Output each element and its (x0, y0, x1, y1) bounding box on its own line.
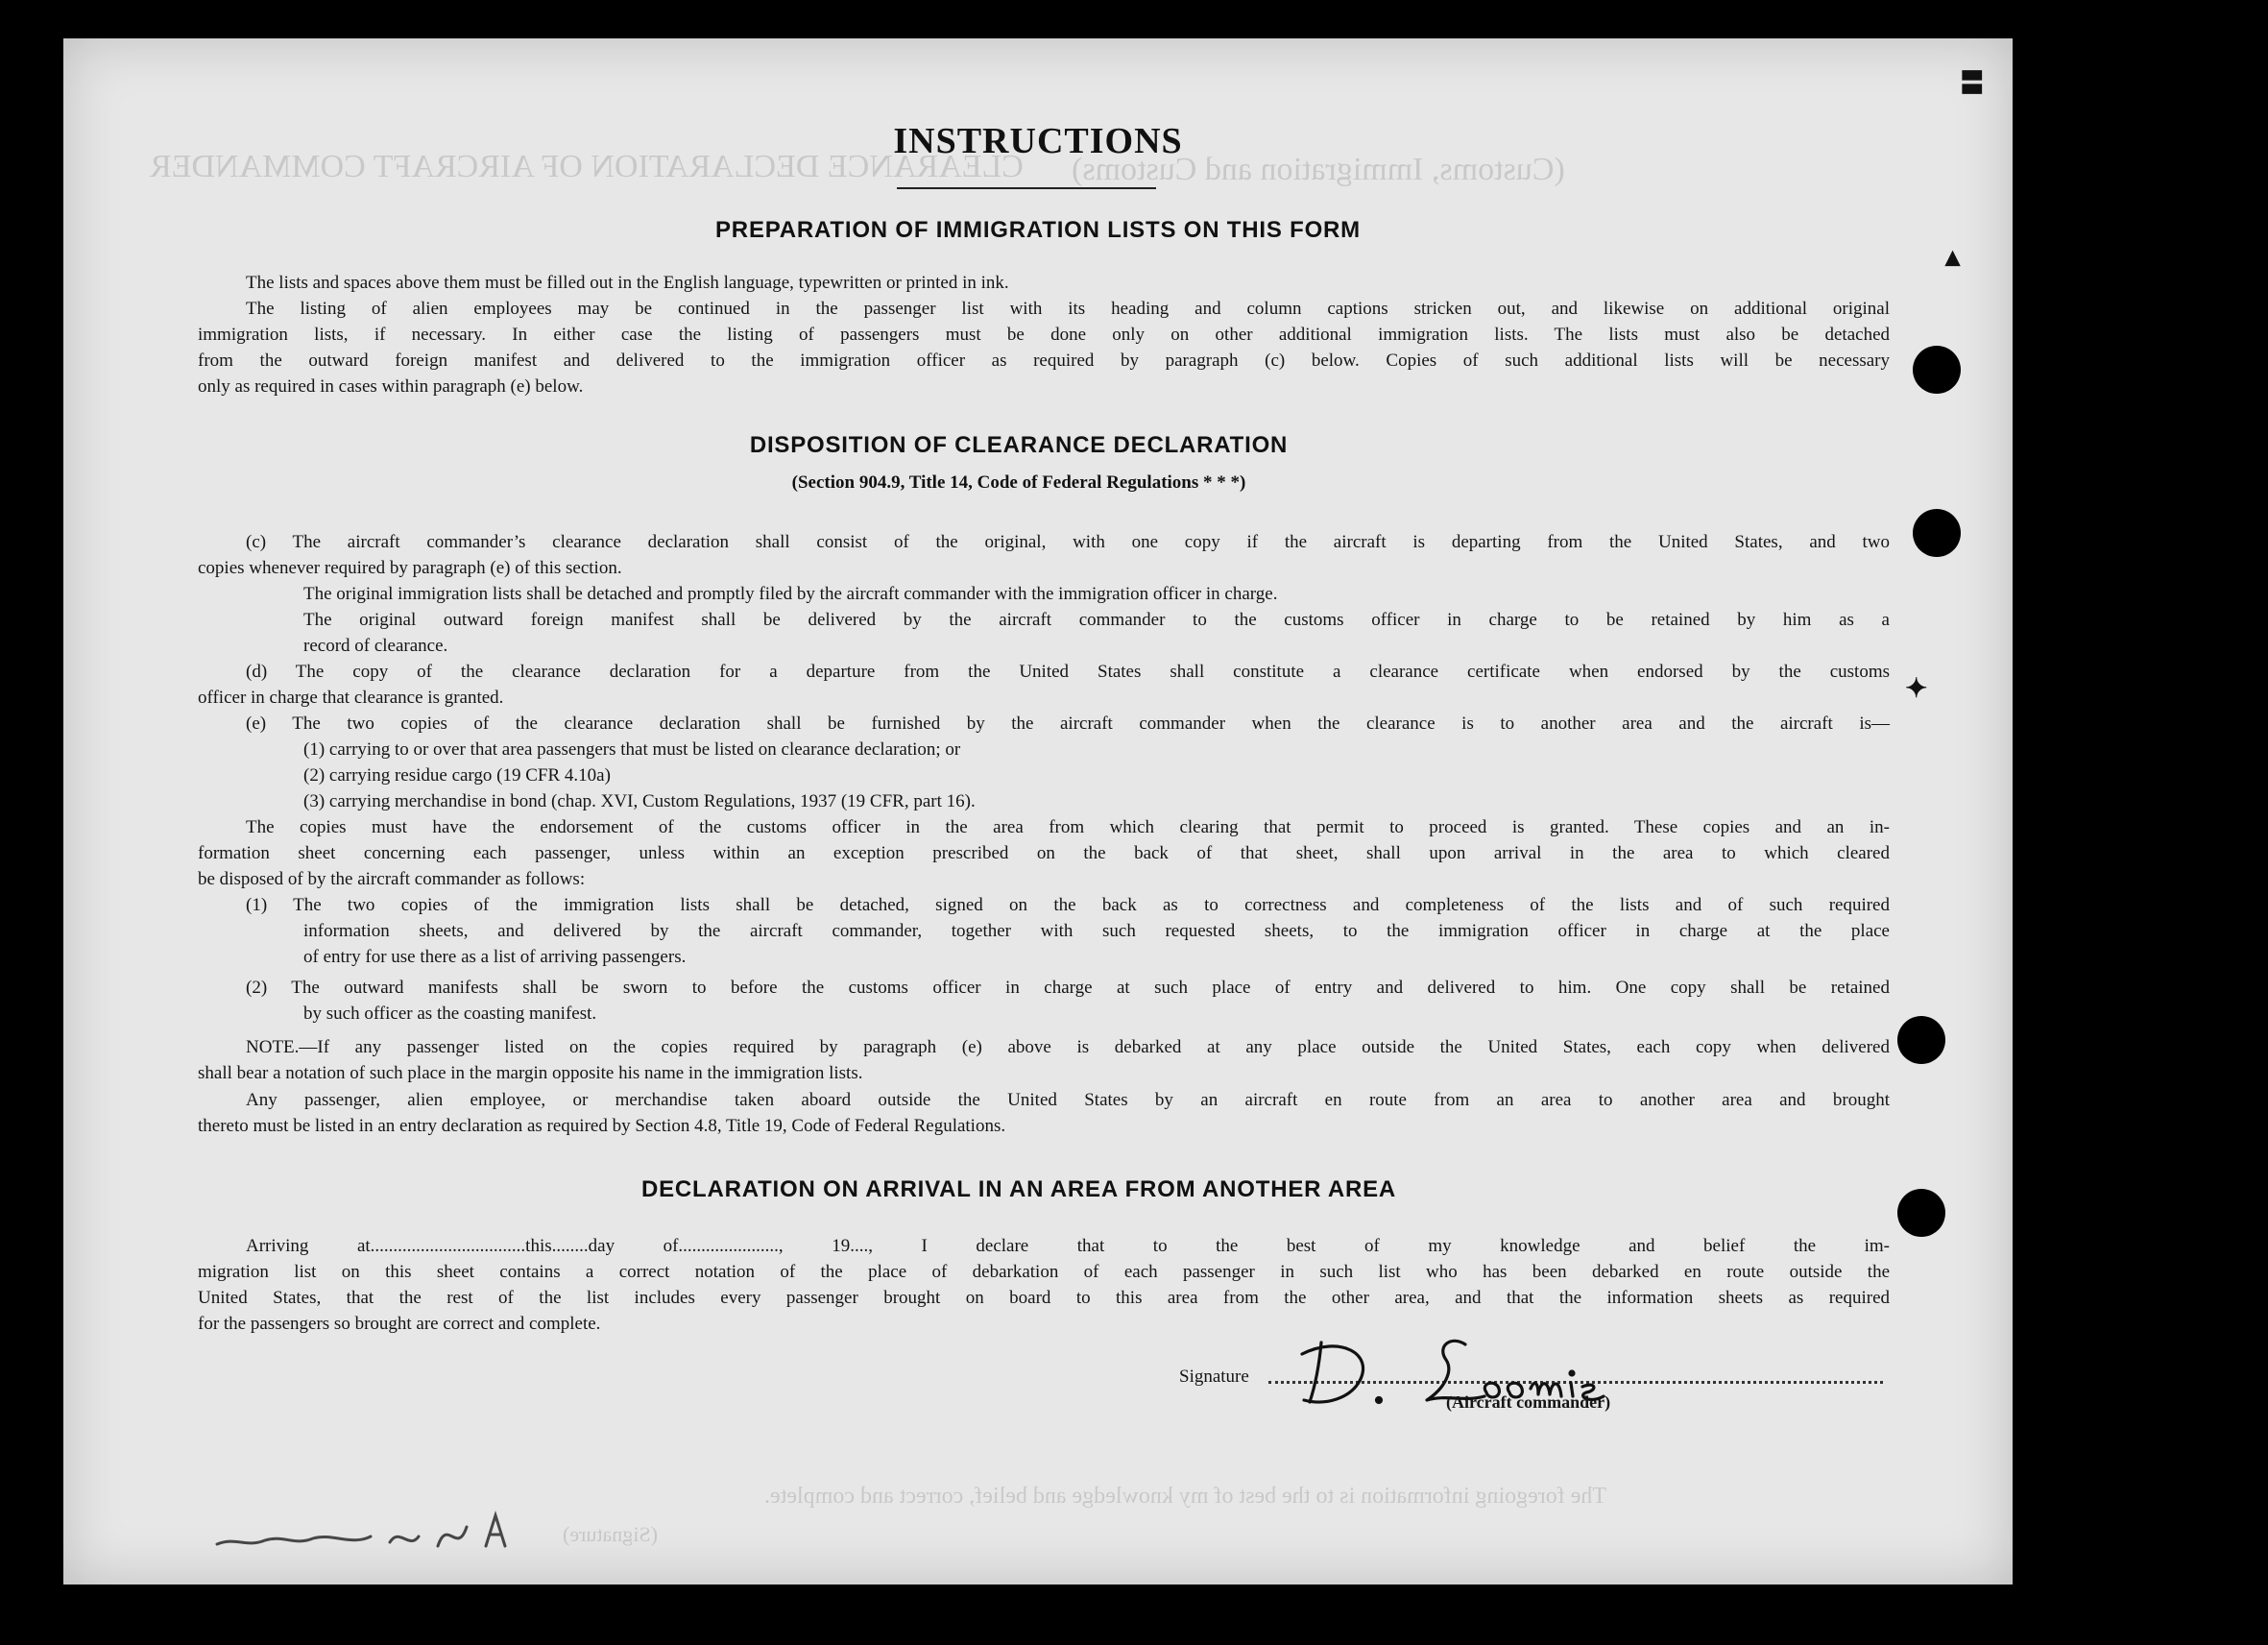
title-rule (897, 187, 1156, 189)
paragraph-line: record of clearance. (303, 636, 448, 656)
paragraph-line: of entry for use there as a list of arriving passengers. (303, 947, 687, 967)
paragraph-line: (1) carrying to or over that area passengers that must be listed on clearance declaration; or (303, 739, 961, 760)
paragraph-line: formation sheet concerning each passenger, unless within an exception prescribed on the back of that sheet, shall upon arrival in the area to which cleared (198, 843, 1890, 863)
section-subheading-regulation: (Section 904.9, Title 14, Code of Federal Regulations * * *) (791, 472, 1246, 493)
declaration-line: for the passengers so brought are correct and complete. (198, 1314, 601, 1334)
paragraph-line: The listing of alien employees may be continued in the passenger list with its heading and column captions stricken out, and likewise on additional original (246, 299, 1890, 319)
document-page (63, 38, 2013, 1585)
paragraph-line: Any passenger, alien employee, or merchandise taken aboard outside the United States by an aircraft en route from an area to another area and brought (246, 1090, 1890, 1110)
section-heading-disposition: DISPOSITION OF CLEARANCE DECLARATION (749, 432, 1289, 458)
paragraph-line: (2) carrying residue cargo (19 CFR 4.10a) (303, 765, 611, 786)
paragraph-line: (e) The two copies of the clearance declaration shall be furnished by the aircraft commander when the clearance is to another area and the aircraft is— (246, 714, 1890, 734)
bleedthrough-bottom-caption: (Signature) (563, 1522, 658, 1546)
paragraph-line: (d) The copy of the clearance declaration for a departure from the United States shall constitute a clearance certificate when endorsed by the customs (246, 662, 1890, 682)
paragraph-line: officer in charge that clearance is granted. (198, 688, 504, 708)
paragraph-line: NOTE.—If any passenger listed on the copies required by paragraph (e) above is debarked at any place outside the United States, each copy when delivered (246, 1037, 1890, 1057)
paragraph-line: (c) The aircraft commander’s clearance declaration shall consist of the original, with one copy if the aircraft is departing from the United States, and two (246, 532, 1890, 552)
paragraph-line: by such officer as the coasting manifest. (303, 1004, 597, 1024)
paragraph-line: from the outward foreign manifest and delivered to the immigration officer as required by paragraph (c) below. Copies of such additional lists will be necessary (198, 351, 1890, 371)
section-heading-preparation: PREPARATION OF IMMIGRATION LISTS ON THIS FORM (715, 217, 1361, 243)
bleedthrough-top-2: (Customs, Immigration and Customs) (1072, 152, 1565, 187)
bleedthrough-top-1: CLEARANCE DECLARATION OF AIRCRAFT COMMANDER (150, 149, 1024, 184)
bleedthrough-signature (207, 1508, 572, 1565)
paragraph-line: (3) carrying merchandise in bond (chap. XVI, Custom Regulations, 1937 (19 CFR, part 16). (303, 791, 976, 811)
paragraph-line: The copies must have the endorsement of the customs officer in the area from which clearing that permit to proceed is granted. These copies and an in- (246, 817, 1890, 837)
paragraph-line: immigration lists, if necessary. In either case the listing of passengers must be done only on other additional immigration lists. The lists must also be detached (198, 325, 1890, 345)
section-heading-declaration: DECLARATION ON ARRIVAL IN AN AREA FROM ANOTHER AREA (640, 1176, 1397, 1202)
declaration-line: migration list on this sheet contains a correct notation of the place of debarkation of each passenger in such list who has been debarked en route outside the (198, 1262, 1890, 1282)
paragraph-line: only as required in cases within paragraph (e) below. (198, 376, 584, 397)
paragraph-line: thereto must be listed in an entry declaration as required by Section 4.8, Title 19, Code of Federal Regulations. (198, 1116, 1006, 1136)
signature-caption: (Aircraft commander) (1446, 1392, 1611, 1412)
paragraph-line: The original immigration lists shall be detached and promptly filed by the aircraft commander with the immigration officer in charge. (303, 584, 1278, 604)
punch-hole (1913, 509, 1961, 557)
paragraph-line: (2) The outward manifests shall be sworn to before the customs officer in charge at such place of entry and delivered to him. One copy shall be retained (246, 978, 1890, 998)
paragraph-line: copies whenever required by paragraph (e) of this section. (198, 558, 622, 578)
paragraph-line: be disposed of by the aircraft commander as follows: (198, 869, 586, 889)
paragraph-line: The original outward foreign manifest shall be delivered by the aircraft commander to the customs officer in charge to be retained by him as a (303, 610, 1890, 630)
paragraph-line: shall bear a notation of such place in the margin opposite his name in the immigration lists. (198, 1063, 863, 1083)
edge-mark: ▴ (1945, 241, 1961, 273)
paragraph-line: (1) The two copies of the immigration lists shall be detached, signed on the back as to correctness and completeness of the lists and of such required (246, 895, 1890, 915)
paragraph-line: The lists and spaces above them must be filled out in the English language, typewritten or printed in ink. (246, 273, 1009, 293)
bleedthrough-bottom: The foregoing information is to the best of my knowledge and belief, correct and complete. (764, 1484, 1607, 1509)
paragraph-line: information sheets, and delivered by the aircraft commander, together with such requested sheets, to the immigration officer in charge at the place (303, 921, 1890, 941)
declaration-line: Arriving at..................................this........day of......................, 19...., I declare that to the best of my knowledge and belief the im- (246, 1236, 1890, 1256)
page-title: INSTRUCTIONS (893, 121, 1183, 161)
punch-hole (1913, 346, 1961, 394)
edge-mark: ▮▮ (1959, 68, 1989, 96)
signature-label: Signature (1179, 1367, 1249, 1387)
edge-mark: ✦ (1905, 673, 1928, 703)
declaration-line: United States, that the rest of the list includes every passenger brought on board to this area from the other area, and that the information sheets as required (198, 1288, 1890, 1308)
